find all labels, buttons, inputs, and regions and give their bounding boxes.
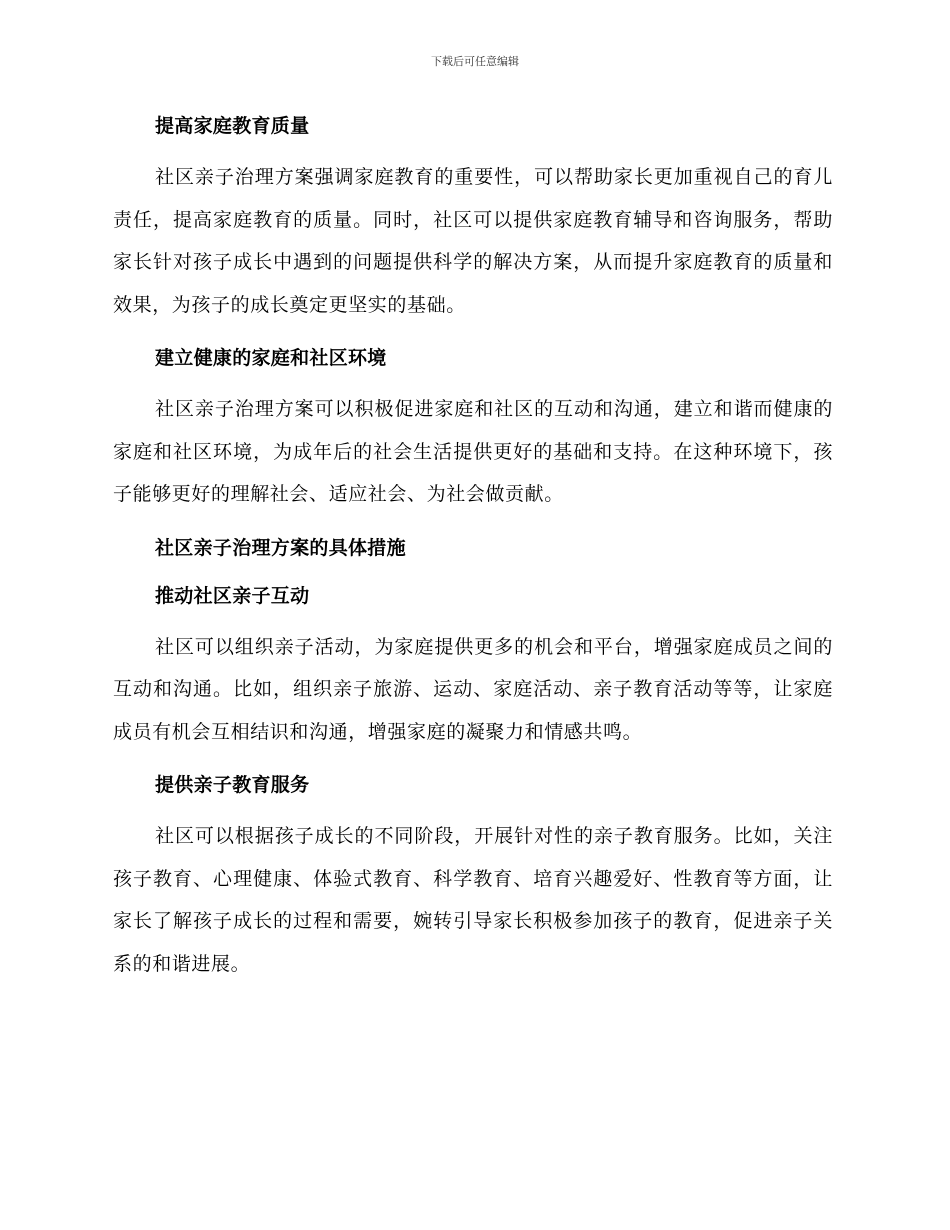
page-header: 下载后可任意编辑 [431, 55, 519, 68]
section-paragraph-healthy-environment: 社区亲子治理方案可以积极促进家庭和社区的互动和沟通，建立和谐而健康的家庭和社区环境，为成年后的社会生活提供更好的基础和支持。在这种环境下，孩子能够更好的理解社会、适应社会、为社会做贡献。 [113, 398, 833, 505]
section-heading-education-services: 提供亲子教育服务 [155, 774, 310, 796]
document-body [113, 108, 833, 985]
section-heading-education-quality: 提高家庭教育质量 [155, 115, 310, 137]
section-heading-specific-measures: 社区亲子治理方案的具体措施 [155, 536, 406, 559]
section-paragraph-education-quality: 社区亲子治理方案强调家庭教育的重要性，可以帮助家长更加重视自己的育儿责任，提高家庭教育的质量。同时，社区可以提供家庭教育辅导和咨询服务，帮助家长针对孩子成长中遇到的问题提供科学的解决方案，从而提升家庭教育的质量和效果，为孩子的成长奠定更坚实的基础。 [113, 166, 833, 316]
section-paragraph-education-services: 社区可以根据孩子成长的不同阶段，开展针对性的亲子教育服务。比如，关注孩子教育、心理健康、体验式教育、科学教育、培育兴趣爱好、性教育等方面，让家长了解孩子成长的过程和需要，婉转引导家长积极参加孩子的教育，促进亲子关系的和谐进展。 [113, 825, 833, 975]
section-heading-healthy-environment: 建立健康的家庭和社区环境 [155, 347, 387, 369]
section-heading-parent-child-interaction: 推动社区亲子互动 [155, 584, 310, 607]
section-paragraph-parent-child-interaction: 社区可以组织亲子活动，为家庭提供更多的机会和平台，增强家庭成员之间的互动和沟通。比如，组织亲子旅游、运动、家庭活动、亲子教育活动等等，让家庭成员有机会互相结识和沟通，增强家庭的凝聚力和情感共鸣。 [113, 635, 833, 743]
